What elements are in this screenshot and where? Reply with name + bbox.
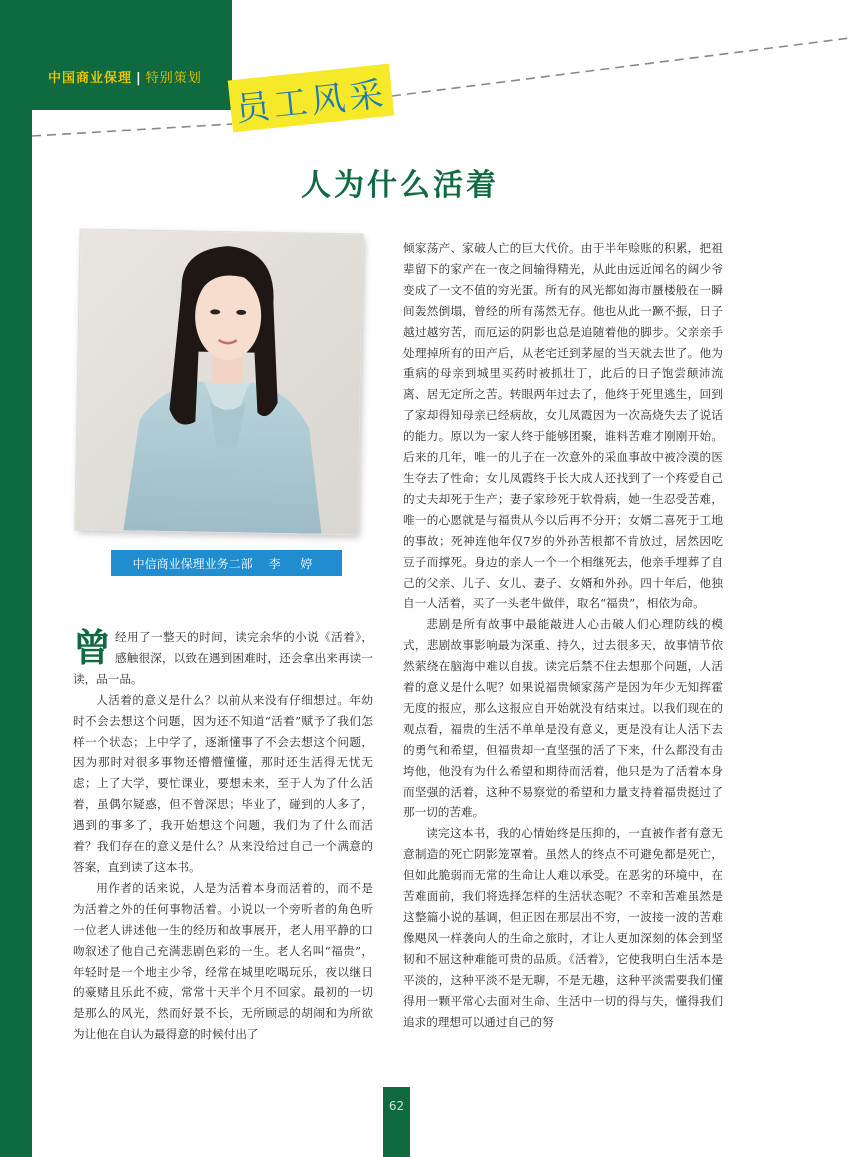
article-left-column (73, 627, 373, 1045)
column-name: 特别策划 (145, 71, 202, 86)
paragraph: 悲剧是所有故事中最能敲进人心击破人们心理防线的模式，悲剧故事影响最为深重、持久，过去很多天，故事情节依然萦绕在脑海中难以自拔。读完后禁不住去想那个问题，人活着的意义是什么呢？如果说福贵倾家荡产是因为年少无知挥霍无度的报应，那么这报应自开始就没有结束过。以我们现在的观点看，福贵的生活不单单是没有意义，更是没有让人活下去的勇气和希望，但福贵却一直坚强的活了下来，什么都没有击垮他，他没有为什么希望和期待而活着，他只是为了活着本身而坚强的活着，这种不易察觉的希望和力量支持着福贵挺过了那一切的苦难。 (403, 617, 723, 820)
caption-name: 李 婷 (268, 556, 321, 571)
author-photo (75, 230, 362, 535)
paragraph-text: 经用了一整天的时间，读完余华的小说《活着》，感触很深，以致在遇到困难时，还会拿出来再读一读，品一品。 (73, 630, 373, 686)
paragraph (73, 627, 373, 690)
magazine-name: 中国商业保理 (48, 71, 133, 86)
caption-department: 中信商业保理业务二部 (132, 556, 253, 571)
page-number: 62 (383, 1087, 410, 1157)
paragraph: 用作者的话来说，人是为活着本身而活着的，而不是为活着之外的任何事物活着。小说以一个旁听者的角色听一位老人讲述他一生的经历和故事展开，老人用平静的口吻叙述了他自己充满悲剧色彩的一生。老人名叫“福贵”，年轻时是一个地主少爷，经常在城里吃喝玩乐，夜以继日的豪赌且乐此不疲，常常十天半个月不回家。最初的一切是那么的风光，然而好景不长，无所顾忌的胡闹和为所欲为让他在自认为最得意的时候付出了 (73, 880, 373, 1042)
photo-caption (111, 550, 342, 576)
article-right-column (403, 238, 723, 1032)
header-separator: | (136, 71, 142, 86)
article-title: 人为什么活着 (301, 168, 499, 203)
paragraph: 倾家荡产、家破人亡的巨大代价。由于半年赊账的积累，把祖辈留下的家产在一夜之间输得精光，从此由远近闻名的阔少爷变成了一文不值的穷光蛋。所有的风光都如海市蜃楼般在一瞬间轰然倒塌，曾经的所有荡然无存。他也从此一蹶不振，日子越过越穷苦，而厄运的阴影也总是追随着他的脚步。父亲亲手处理掉所有的田产后，从老宅迁到茅屋的当天就去世了。他为重病的母亲到城里买药时被抓壮丁，此后的日子饱尝颠沛流离、居无定所之苦。转眼两年过去了，他终于死里逃生，回到了家却得知母亲已经病故，女儿凤霞因为一次高烧失去了说话的能力。原以为一家人终于能够团聚，谁料苦难才刚刚开始。后来的几年，唯一的儿子在一次意外的采血事故中被冷漠的医生夺去了性命；女儿凤霞终于长大成人还找到了一个疼爱自己的丈夫却死于生产；妻子家珍死于软骨病，她一生忍受苦难，唯一的心愿就是与福贵从今以后再不分开；女婿二喜死于工地的事故；死神连他年仅7岁的外孙苦根都不肯放过，居然因吃豆子而撑死。身边的亲人一个一个相继死去，他亲手埋葬了自己的父亲、儿子、女儿、妻子、女婿和外孙。四十年后，他独自一人活着，买了一头老牛做伴，取名“福贵”，相依为命。 (403, 241, 723, 611)
paragraph: 读完这本书，我的心情始终是压抑的，一直被作者有意无意制造的死亡阴影笼罩着。虽然人的终点不可避免都是死亡，但如此脆弱而无常的生命让人难以承受。在恶劣的环境中，在苦难面前，我们将选择怎样的生活状态呢？不幸和苦难虽然是这整篇小说的基调，但正因在那层出不穷，一波接一波的苦难像飓风一样袭向人的生命之旅时，才让人更加深刻的体会到坚韧和不屈这种难能可贵的品质。《活着》，它使我明白生活本是平淡的，这种平淡不是无聊，不是无趣，这种平淡需要我们懂得用一颗平常心去面对生命、生活中一切的得与失，懂得我们追求的理想可以通过自己的努 (403, 826, 723, 1029)
drop-cap: 曾 (73, 626, 112, 670)
paragraph: 人活着的意义是什么？以前从来没有仔细想过。年幼时不会去想这个问题，因为还不知道“活着”赋予了我们怎样一个状态；上中学了，逐渐懂事了不会去想这个问题，因为那时对很多事物还懵懵懂懂，那时还生活得无忧无虑；上了大学，要忙课业，要想未来，至于人为了什么活着，虽偶尔疑惑，但不曾深思；毕业了，碰到的人多了，遇到的事多了，我开始想这个问题，我们为了什么而活着？我们存在的意义是什么？从来没给过自己一个满意的答案，直到读了这本书。 (73, 692, 373, 874)
magazine-header (48, 67, 202, 86)
section-tag: 员工风采 (228, 64, 395, 133)
